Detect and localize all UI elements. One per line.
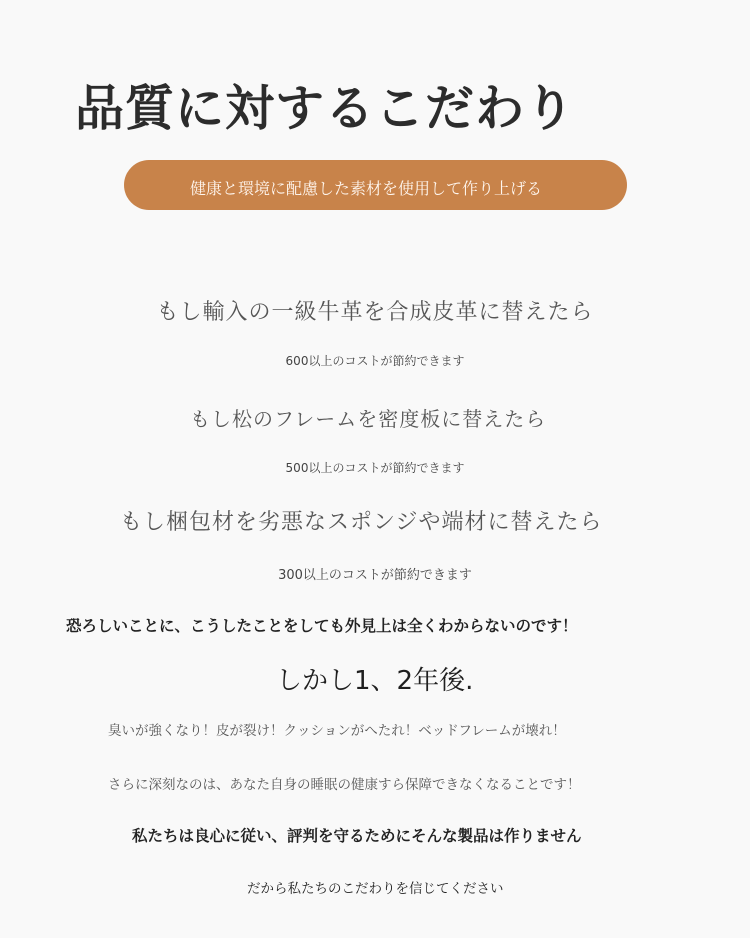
section-saving-frame: 500以上のコストが節約できます — [285, 461, 465, 475]
closing-text: だから私たちのこだわりを信じてください — [247, 881, 504, 897]
section-heading-leather: もし輸入の一級牛革を合成皮革に替えたら — [156, 300, 594, 325]
consequence-text-2: さらに深刻なのは、あなた自身の睡眠の健康すら保障できなくなることです！ — [108, 777, 581, 793]
page-title: 品質に対するこだわり — [75, 80, 576, 137]
section-saving-packing: 300以上のコストが節約できます — [278, 568, 472, 583]
section-saving-leather: 600以上のコストが節約できます — [285, 354, 465, 368]
consequence-text-1: 臭いが強くなり！皮が裂け！クッションがへたれ！ベッドフレームが壊れ！ — [108, 723, 566, 739]
pledge-text: 私たちは良心に従い、評判を守るためにそんな製品は作りません — [132, 827, 582, 845]
warning-text: 恐ろしいことに、こうしたことをしても外見上は全くわからないのです！ — [66, 617, 578, 635]
section-heading-packing: もし梱包材を劣悪なスポンジや端材に替えたら — [120, 510, 603, 535]
banner-pill — [124, 160, 627, 210]
section-heading-frame: もし松のフレームを密度板に替えたら — [190, 407, 547, 431]
but-text: しかし1、2年後. — [276, 666, 474, 696]
banner-text: 健康と環境に配慮した素材を使用して作り上げる — [190, 179, 543, 198]
